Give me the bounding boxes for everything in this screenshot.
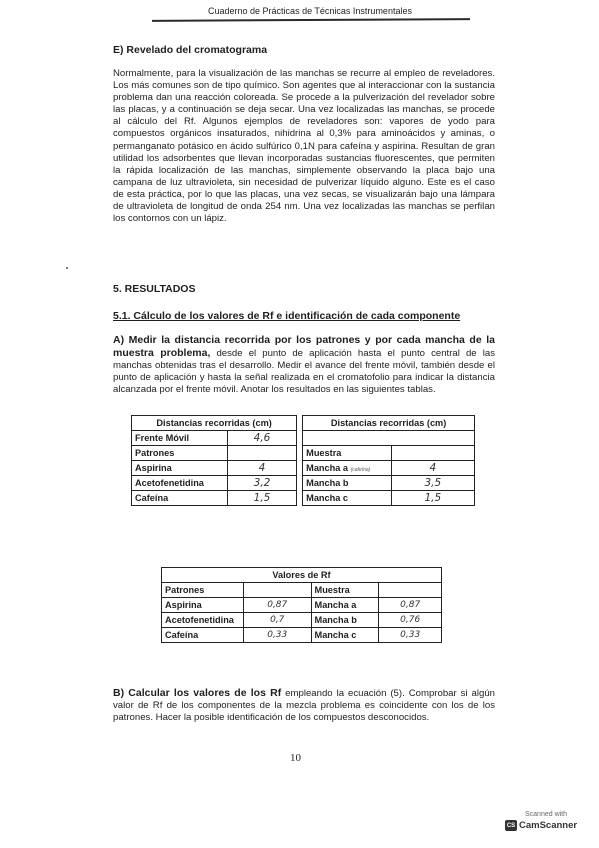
frente-movil-value: 4,6 <box>227 431 296 446</box>
frente-movil-label: Frente Móvil <box>132 431 228 446</box>
patron-name: Cafeína <box>132 491 228 506</box>
page-header: Cuaderno de Prácticas de Técnicas Instrumentales <box>208 6 412 16</box>
mancha-distance: 3,5 <box>391 476 474 491</box>
mancha-note: (cafeína) <box>350 467 371 473</box>
table-row <box>132 476 475 491</box>
table-row <box>162 628 442 643</box>
rf-patrones-label: Patrones <box>162 583 244 598</box>
mancha-name: Mancha c <box>303 491 391 506</box>
rf-mancha-name: Mancha a <box>311 598 379 613</box>
rf-header: Valores de Rf <box>162 568 442 583</box>
section-e-body: Normalmente, para la visualización de las manchas se recurre al empleo de reveladores. Los más comunes son de tipo químico. Son agentes que al interaccionar con la sustancia problema dan una reacción coloreada. Se procede a la pulverización del revelador sobre las placas, y a continuación se deja secar. Una vez localizadas las manchas, se procede al cálculo del Rf. Algunos ejemplos de reveladores son: vapores de yodo para compuestos orgánicos insaturados, nihidrina al 0,3% para aminoácidos y aminas, o permanganato potásico en ácido sulfúrico 0,1N para cafeína y aspirina. Resultan de gran utilidad los adsorbentes que llevan incorporadas sustancias fluorescentes, que permiten la rápida localización de las manchas, simplemente observando la placa bajo una campana de luz ultravioleta, sin necesidad de pulverizar líquido alguno. Este es el caso de esta práctica, por lo que las placas, una vez secas, se visualizarán bajo una lámpara de ultravioleta de longitud de onda 254 nm. Una vez localizadas las manchas se perfilan los contornos con un lápiz. <box>113 68 495 225</box>
camscanner-watermark <box>505 811 587 831</box>
mancha-distance: 1,5 <box>391 491 474 506</box>
mancha-name: Mancha b <box>303 476 391 491</box>
table-row <box>162 613 442 628</box>
scan-speck <box>66 267 68 269</box>
section-b-lead: B) Calcular los valores de los Rf <box>113 687 282 699</box>
section-b-paragraph <box>113 687 495 724</box>
rf-mancha-value: 0,87 <box>379 598 442 613</box>
header-rule <box>152 18 470 22</box>
section-a-text: desde el punto de aplicación hasta el punto central de las manchas obtenidas tras el desarrollo. Medir el avance del frente móvil, también desde el punto de aplicación y hasta la señal realizada en el cromatofolio para indicar la distancia alcanzada por el frente móvil. Anotar los resultados en las siguientes tablas. <box>113 348 495 395</box>
section-a-paragraph <box>113 334 495 396</box>
muestra-label: Muestra <box>303 446 391 461</box>
distances-table <box>131 415 475 506</box>
rf-mancha-value: 0,33 <box>379 628 442 643</box>
section-51-title: 5.1. Cálculo de los valores de Rf e identificación de cada componente <box>113 310 461 322</box>
page-number: 10 <box>290 752 301 764</box>
rf-patron-value: 0,87 <box>243 598 311 613</box>
mancha-distance: 4 <box>391 461 474 476</box>
table-row <box>162 598 442 613</box>
rf-mancha-name: Mancha c <box>311 628 379 643</box>
rf-mancha-name: Mancha b <box>311 613 379 628</box>
distances-header-left: Distancias recorridas (cm) <box>132 416 297 431</box>
rf-values-table <box>161 567 442 643</box>
rf-mancha-value: 0,76 <box>379 613 442 628</box>
table-row <box>132 461 475 476</box>
rf-patron-name: Aspirina <box>162 598 244 613</box>
rf-patron-value: 0,33 <box>243 628 311 643</box>
camscanner-logo-icon: CS <box>505 820 517 831</box>
patron-distance: 4 <box>227 461 296 476</box>
section-a-lead: A) Medir la distancia recorrida por los patrones y por cada mancha de la muestra problema, <box>113 334 495 359</box>
section-b-text: empleando la ecuación (5). Comprobar si algún valor de Rf de los componentes de la mezcla problema es coincidente con los de los patrones. Hacer la posible identificación de los compuestos desconocidos. <box>113 688 496 723</box>
table-row <box>132 491 475 506</box>
mancha-name: Mancha a <box>306 463 349 473</box>
rf-muestra-label: Muestra <box>311 583 379 598</box>
distances-header-right: Distancias recorridas (cm) <box>303 416 475 431</box>
patron-name: Aspirina <box>132 461 228 476</box>
patron-distance: 3,2 <box>227 476 296 491</box>
rf-patron-value: 0,7 <box>243 613 311 628</box>
patron-distance: 1,5 <box>227 491 296 506</box>
section-e-title: E) Revelado del cromatograma <box>113 44 268 56</box>
watermark-caption: Scanned with <box>524 811 568 818</box>
rf-patron-name: Cafeína <box>162 628 244 643</box>
patron-name: Acetofenetidina <box>132 476 228 491</box>
rf-patron-name: Acetofenetidina <box>162 613 244 628</box>
watermark-brand: CamScanner <box>519 820 578 831</box>
section-5-title: 5. RESULTADOS <box>113 283 196 295</box>
patrones-label: Patrones <box>132 446 228 461</box>
